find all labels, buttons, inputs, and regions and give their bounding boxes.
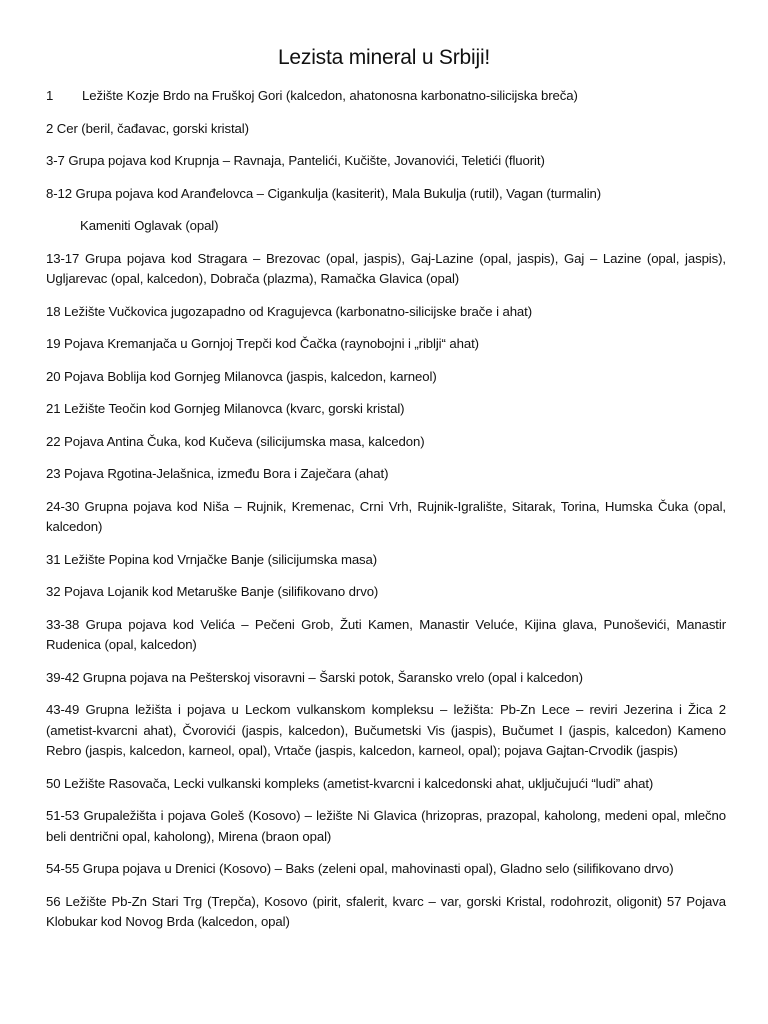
list-item-number: 1 (46, 88, 54, 103)
list-item: 50 Ležište Rasovača, Lecki vulkanski kompleks (ametist-kvarcni i kalcedonski ahat, uključujući “ludi” ahat) (46, 775, 654, 791)
list-item: 23 Pojava Rgotina-Jelašnica, između Bora i Zaječara (ahat) (46, 466, 389, 481)
list-item: 21 Ležište Teočin kod Gornjeg Milanovca (kvarc, gorski kristal) (46, 401, 405, 416)
list-item: 20 Pojava Boblija kod Gornjeg Milanovca (jaspis, kalcedon, karneol) (46, 368, 437, 384)
list-item: 2 Cer (beril, čađavac, gorski kristal) (46, 120, 249, 136)
list-item-continuation: Kameniti Oglavak (opal) (80, 218, 219, 233)
list-item: 31 Ležište Popina kod Vrnjačke Banje (silicijumska masa) (46, 551, 378, 567)
list-item: 24-30 Grupna pojava kod Niša – Rujnik, Kremenac, Crni Vrh, Rujnik-Igralište, Sitarak, Torina, Humska Čuka (opal, kalcedon) (46, 498, 726, 534)
list-item: 51-53 Grupaležišta i pojava Goleš (Kosovo) – ležište Ni Glavica (hrizopras, prazopal, kaholong, medeni opal, mlečno beli dentrični opal, kaholong), Mirena (braon opal) (46, 808, 726, 844)
list-item: 32 Pojava Lojanik kod Metaruške Banje (silifikovano drvo) (46, 584, 379, 599)
list-item: 18 Ležište Vučkovica jugozapadno od Kragujevca (karbonatno-silicijske brače i ahat) (46, 303, 533, 319)
list-item (46, 86, 726, 107)
list-item: 43-49 Grupna ležišta i pojava u Leckom vulkanskom kompleksu – ležišta: Pb-Zn Lece – reviri Jezerina i Žica 2 (ametist-kvarcni ahat), Čvorovići (jaspis, kalcedon), Bučumetski Vis (jaspis), Bučumet I (jaspis, kalcedon) Kameno Rebro (jaspis, kalcedon, karneol, opal), Vrtače (jaspis, kalcedon, karneol, opal); pojava Gajtan-Crvodik (jaspis) (46, 702, 726, 758)
list-item: 33-38 Grupa pojava kod Velića – Pečeni Grob, Žuti Kamen, Manastir Veluće, Kijina glava, Punoševići, Manastir Rudenica (opal, kalcedon) (46, 616, 726, 652)
list-item: 8-12 Grupa pojava kod Aranđelovca – Cigankulja (kasiterit), Mala Bukulja (rutil), Vagan (turmalin) (46, 185, 602, 201)
deposit-list (46, 86, 726, 945)
list-item: 19 Pojava Kremanjača u Gornjoj Trepči kod Čačka (raynobojni i „riblji“ ahat) (46, 336, 479, 351)
list-item: 13-17 Grupa pojava kod Stragara – Brezovac (opal, jaspis), Gaj-Lazine (opal, jaspis), Gaj – Lazine (opal, jaspis), Ugljarevac (opal, kalcedon), Dobrača (plazma), Ramačka Glavica (opal) (46, 250, 726, 286)
list-item: 54-55 Grupa pojava u Drenici (Kosovo) – Baks (zeleni opal, mahovinasti opal), Gladno selo (silifikovano drvo) (46, 861, 674, 876)
list-item: 22 Pojava Antina Čuka, kod Kučeva (silicijumska masa, kalcedon) (46, 433, 425, 449)
list-item-text: Ležište Kozje Brdo na Fruškoj Gori (kalcedon, ahatonosna karbonatno-silicijska breča) (82, 88, 578, 103)
list-item: 3-7 Grupa pojava kod Krupnja – Ravnaja, Pantelići, Kučište, Jovanovići, Teletići (fluorit) (46, 153, 545, 168)
document-title: Lezista mineral u Srbiji! (277, 46, 491, 69)
list-item: 39-42 Grupna pojava na Pešterskoj visoravni – Šarski potok, Šaransko vrelo (opal i kalcedon) (46, 669, 583, 685)
list-item: 56 Ležište Pb-Zn Stari Trg (Trepča), Kosovo (pirit, sfalerit, kvarc – var, gorski Kristal, rodohrozit, oligonit) 57 Pojava Klobukar kod Novog Brda (kalcedon, opal) (46, 893, 726, 929)
